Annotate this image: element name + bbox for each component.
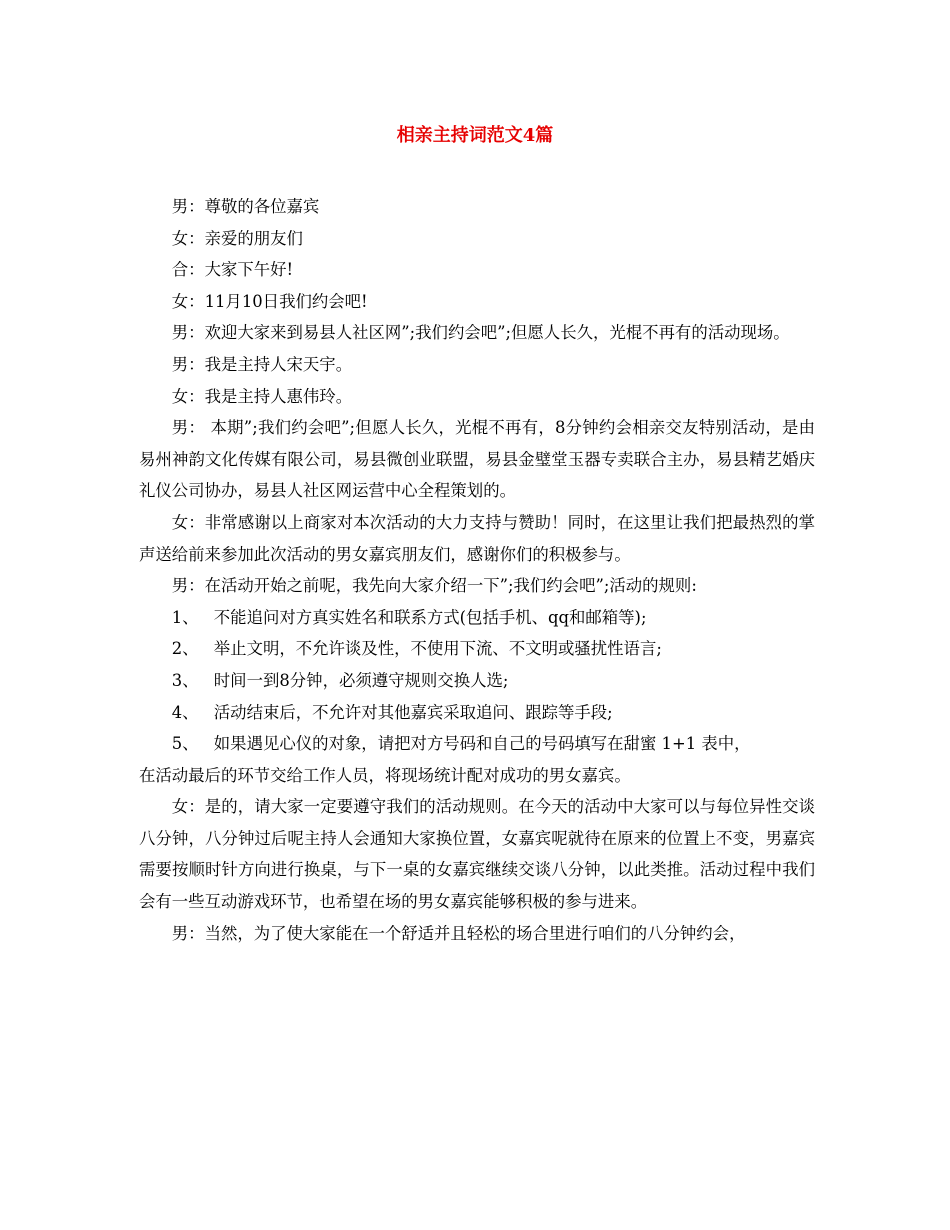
rule-number: 1、 <box>171 607 199 627</box>
rule-text: 不能追问对方真实姓名和联系方式(包括手机、qq和邮箱等); <box>213 607 647 627</box>
rule-number: 5、 <box>171 734 199 754</box>
rule-number: 3、 <box>171 670 199 690</box>
document-title: 相亲主持词范文4篇 <box>396 125 554 146</box>
paragraph: 女：我是主持人惠伟玲。 <box>171 386 353 406</box>
paragraph: 女：是的，请大家一定要遵守我们的活动规则。在今天的活动中大家可以与每位异性交谈八分钟，八分钟过后呢主持人会通知大家换位置，女嘉宾呢就待在原来的位置上不变，男嘉宾需要按顺时针方向进行换桌，与下一桌的女嘉宾继续交谈八分钟，以此类推。活动过程中我们会有一些互动游戏环节，也希望在场的男女嘉宾能够积极的参与进来。 <box>139 797 815 912</box>
rule-number: 4、 <box>171 702 199 722</box>
rule-text: 举止文明，不允许谈及性，不使用下流、不文明或骚扰性语言; <box>213 639 662 659</box>
paragraph: 男：当然，为了使大家能在一个舒适并且轻松的场合里进行咱们的八分钟约会， <box>171 923 746 943</box>
paragraph: 女：11月10日我们约会吧! <box>171 291 368 311</box>
paragraph: 男：我是主持人宋天宇。 <box>171 354 353 374</box>
paragraph: 男：欢迎大家来到易县人社区网”;我们约会吧”;但愿人长久，光棍不再有的活动现场。 <box>171 323 790 343</box>
rule-item <box>139 728 815 760</box>
document-body <box>139 191 815 949</box>
rule-continuation: 在活动最后的环节交给工作人员，将现场统计配对成功的男女嘉宾。 <box>139 765 631 785</box>
rule-item <box>139 602 815 634</box>
rule-item <box>139 633 815 665</box>
paragraph: 男：尊敬的各位嘉宾 <box>171 197 320 216</box>
paragraph: 男：在活动开始之前呢，我先向大家介绍一下”;我们约会吧”;活动的规则: <box>171 576 697 596</box>
paragraph: 女：亲爱的朋友们 <box>171 228 303 248</box>
paragraph: 男： 本期”;我们约会吧”;但愿人长久，光棍不再有，8分钟约会相亲交友特别活动，是由易州神韵文化传媒有限公司，易县微创业联盟，易县金璧堂玉器专卖联合主办，易县精艺婚庆礼仪公司协办，易县人社区网运营中心全程策划的。 <box>139 418 815 501</box>
paragraph: 合：大家下午好! <box>171 260 294 280</box>
rule-text: 如果遇见心仪的对象，请把对方号码和自己的号码填写在甜蜜 1+1 表中， <box>213 734 751 754</box>
rule-number: 2、 <box>171 639 199 659</box>
rule-text: 时间一到8分钟，必须遵守规则交换人选; <box>213 670 509 690</box>
paragraph: 女：非常感谢以上商家对本次活动的大力支持与赞助！同时，在这里让我们把最热烈的掌声送给前来参加此次活动的男女嘉宾朋友们，感谢你们的积极参与。 <box>139 512 815 564</box>
rule-item <box>139 665 815 697</box>
rule-text: 活动结束后，不允许对其他嘉宾采取追问、跟踪等手段; <box>213 702 613 722</box>
rule-item <box>139 697 815 729</box>
